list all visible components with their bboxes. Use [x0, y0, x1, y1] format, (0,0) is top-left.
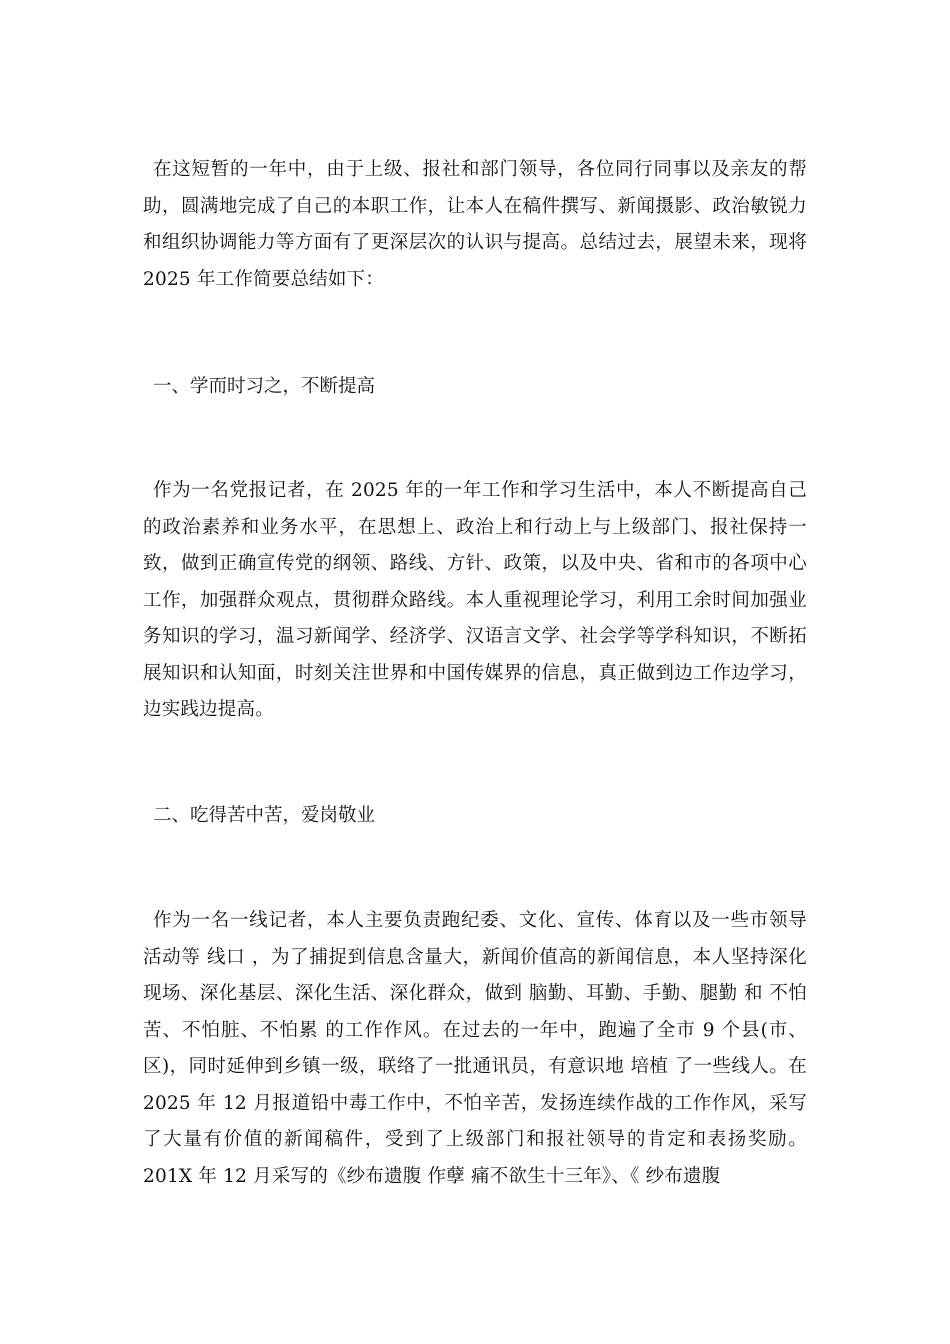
section-body-1: 作为一名党报记者，在 2025 年的一年工作和学习生活中，本人不断提高自己的政治素养和业务水平，在思想上、政治上和行动上与上级部门、报社保持一致，做到正确宣传党的纲领、路线、方针、政策，以及中央、省和市的各项中心工作，加强群众观点，贯彻群众路线。本人重视理论学习，利用工余时间加强业务知识的学习，温习新闻学、经济学、汉语言文学、社会学等学科知识，不断拓展知识和认知面，时刻关注世界和中国传媒界的信息，真正做到边工作边学习，边实践边提高。	[143, 480, 807, 720]
section-heading-2: 二、吃得苦中苦，爱岗敬业	[153, 805, 376, 826]
intro-paragraph: 在这短暂的一年中，由于上级、报社和部门领导，各位同行同事以及亲友的帮助，圆满地完成了自己的本职工作，让本人在稿件撰写、新闻摄影、政治敏锐力和组织协调能力等方面有了更深层次的认识与提高。总结过去，展望未来，现将 2025 年工作简要总结如下：	[143, 159, 807, 290]
section-body-2: 作为一名一线记者，本人主要负责跑纪委、文化、宣传、体育以及一些市领导活动等 线口 ，为了捕捉到信息含量大，新闻价值高的新闻信息，本人坚持深化现场、深化基层、深化生活、深化群众，做到 脑勤、耳勤、手勤、腿勤 和 不怕苦、不怕脏、不怕累 的工作作风。在过去的一年中，跑遍了全市 9 个县(市、区)，同时延伸到乡镇一级，联络了一批通讯员，有意识地 培植 了一些线人。在 2025 年 12 月报道铅中毒工作中，不怕辛苦，发扬连续作战的工作作风，采写了大量有价值的新闻稿件，受到了上级部门和报社领导的肯定和表扬奖励。201X 年 12 月采写的《纱布遗腹 作孽 痛不欲生十三年》、《 纱布遗腹	[143, 910, 807, 1187]
section-heading-1: 一、学而时习之，不断提高	[153, 376, 376, 397]
